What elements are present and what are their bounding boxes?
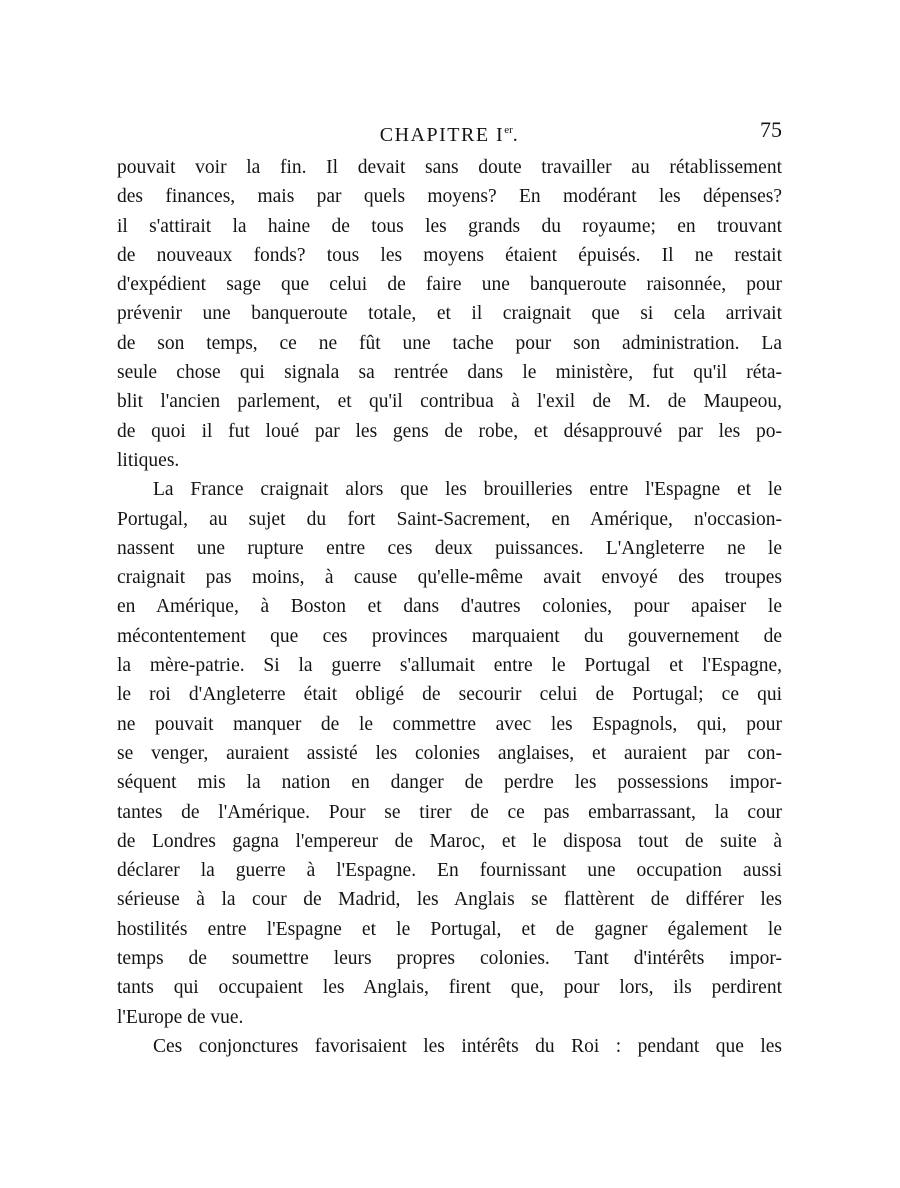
text-line: Ces conjonctures favorisaient les intérêts du Roi : pendant que les: [153, 1035, 782, 1057]
text-line: le roi d'Angleterre était obligé de secourir celui de Portugal; ce qui: [117, 684, 782, 706]
text-line: la mère-patrie. Si la guerre s'allumait entre le Portugal et l'Espagne,: [117, 655, 782, 677]
text-line: hostilités entre l'Espagne et le Portugal, et de gagner également le: [117, 918, 782, 940]
paragraph: [117, 1032, 782, 1061]
text-line: litiques.: [117, 449, 180, 471]
text-line: ne pouvait manquer de le commettre avec les Espagnols, qui, pour: [117, 713, 782, 735]
text-line: Portugal, au sujet du fort Saint-Sacrement, en Amérique, n'occasion-: [117, 508, 782, 530]
text-line: il s'attirait la haine de tous les grands du royaume; en trouvant: [117, 215, 782, 237]
text-line: nassent une rupture entre ces deux puissances. L'Angleterre ne le: [117, 537, 782, 559]
text-line: pouvait voir la fin. Il devait sans doute travailler au rétablissement: [117, 157, 782, 178]
text-line: de nouveaux fonds? tous les moyens étaient épuisés. Il ne restait: [117, 244, 782, 266]
chapter-title: [117, 114, 782, 151]
text-line: d'expédient sage que celui de faire une banqueroute raisonnée, pour: [117, 274, 782, 296]
text-line: sérieuse à la cour de Madrid, les Anglais se flattèrent de différer les: [117, 889, 782, 911]
text-line: tants qui occupaient les Anglais, firent que, pour lors, ils perdirent: [117, 977, 782, 999]
text-line: prévenir une banqueroute totale, et il craignait que si cela arrivait: [117, 303, 782, 325]
text-line: séquent mis la nation en danger de perdre les possessions impor-: [117, 772, 782, 794]
text-line: l'Europe de vue.: [117, 1006, 244, 1028]
text-line: des finances, mais par quels moyens? En modérant les dépenses?: [117, 186, 782, 208]
text-line: blit l'ancien parlement, et qu'il contribua à l'exil de M. de Maupeou,: [117, 391, 782, 413]
text-line: de son temps, ce ne fût une tache pour son administration. La: [117, 332, 782, 354]
text-line: seule chose qui signala sa rentrée dans le ministère, fut qu'il réta-: [117, 362, 782, 384]
text-line: de Londres gagna l'empereur de Maroc, et le disposa tout de suite à: [117, 830, 782, 852]
running-head: [117, 114, 782, 146]
text-line: La France craignait alors que les brouilleries entre l'Espagne et le: [153, 479, 782, 501]
text-line: en Amérique, à Boston et dans d'autres colonies, pour apaiser le: [117, 596, 782, 618]
text-line: se venger, auraient assisté les colonies anglaises, et auraient par con-: [117, 742, 782, 764]
chapter-title-suffix: .: [512, 124, 520, 146]
text-line: temps de soumettre leurs propres colonies. Tant d'intérêts impor-: [117, 948, 782, 970]
body-text: [117, 153, 782, 1061]
text-line: mécontentement que ces provinces marquaient du gouvernement de: [117, 625, 782, 647]
text-line: tantes de l'Amérique. Pour se tirer de ce pas embarrassant, la cour: [117, 801, 782, 823]
page-number: 75: [760, 117, 782, 142]
chapter-title-text: CHAPITRE I: [379, 124, 505, 146]
text-line: de quoi il fut loué par les gens de robe, et désapprouvé par les po-: [117, 420, 782, 442]
chapter-title-superscript: er: [504, 124, 513, 136]
text-line: craignait pas moins, à cause qu'elle-même avait envoyé des troupes: [117, 567, 782, 589]
paragraph: [117, 153, 782, 475]
paragraph: [117, 475, 782, 1032]
text-line: déclarer la guerre à l'Espagne. En fournissant une occupation aussi: [117, 860, 782, 882]
